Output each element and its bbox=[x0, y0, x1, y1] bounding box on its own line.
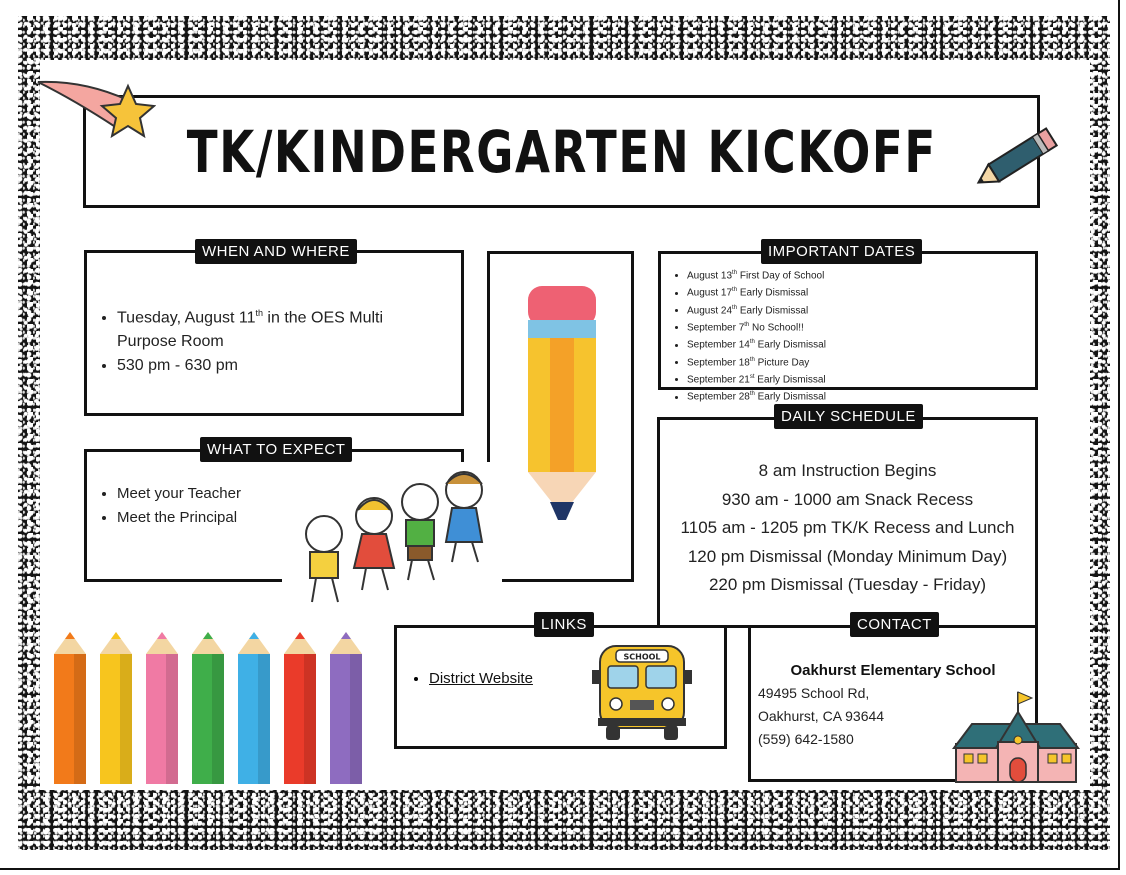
schedule-line: 120 pm Dismissal (Monday Minimum Day) bbox=[687, 546, 1008, 566]
important-dates-label: IMPORTANT DATES bbox=[761, 239, 922, 264]
colored-pencil bbox=[238, 632, 270, 784]
date-item: • August 24th Early Dismissal bbox=[687, 301, 1035, 318]
daily-schedule-label: DAILY SCHEDULE bbox=[774, 404, 923, 429]
pencil-icon bbox=[968, 126, 1068, 192]
links-label: LINKS bbox=[534, 612, 594, 637]
kids-icon bbox=[282, 462, 502, 610]
district-website-link[interactable]: District Website bbox=[429, 670, 533, 687]
colored-pencil bbox=[192, 632, 224, 784]
when-where-item: • 530 pm - 630 pm bbox=[117, 354, 447, 378]
page-title: TK/KINDERGARTEN KICKOFF bbox=[186, 117, 937, 186]
big-pencil-icon bbox=[520, 282, 604, 526]
phone-number: (559) 642-1580 bbox=[758, 731, 854, 747]
date-item: • September 14th Early Dismissal bbox=[687, 335, 1035, 352]
title-box bbox=[83, 95, 1040, 208]
school-name: Oakhurst Elementary School bbox=[790, 662, 996, 679]
schoolhouse-icon bbox=[952, 690, 1080, 786]
when-where-box bbox=[84, 250, 464, 416]
when-where-label: WHEN AND WHERE bbox=[195, 239, 357, 264]
schedule-line: 220 pm Dismissal (Tuesday - Friday) bbox=[708, 575, 987, 595]
colored-pencil bbox=[100, 632, 132, 784]
what-to-expect-label: WHAT TO EXPECT bbox=[200, 437, 352, 462]
colored-pencil bbox=[330, 632, 362, 784]
shooting-star-icon bbox=[36, 72, 156, 144]
date-item: • September 7th No School!! bbox=[687, 318, 1035, 335]
date-item: • September 21st Early Dismissal bbox=[687, 370, 1035, 387]
date-item: • August 17th Early Dismissal bbox=[687, 283, 1035, 300]
date-item: • September 18th Picture Day bbox=[687, 353, 1035, 370]
contact-label: CONTACT bbox=[850, 612, 939, 637]
daily-schedule-box bbox=[657, 417, 1038, 628]
colored-pencil bbox=[284, 632, 316, 784]
schedule-line: 8 am Instruction Begins bbox=[758, 461, 937, 480]
expect-item: • Meet the Principal bbox=[117, 506, 461, 530]
when-where-item: • Tuesday, August 11th in the OES Multi Purpose Room bbox=[117, 301, 447, 354]
address-line: 49495 School Rd, bbox=[758, 685, 870, 701]
bus-sign: SCHOOL bbox=[623, 652, 661, 662]
school-bus-icon bbox=[592, 640, 692, 744]
schedule-line: 930 am - 1000 am Snack Recess bbox=[721, 489, 974, 509]
colored-pencil bbox=[146, 632, 178, 784]
important-dates-box bbox=[658, 251, 1038, 403]
colored-pencils-icon bbox=[50, 630, 370, 790]
schedule-line: 1105 am - 1205 pm TK/K Recess and Lunch bbox=[680, 518, 1015, 538]
colored-pencil bbox=[54, 632, 86, 784]
date-item: • August 13th First Day of School bbox=[687, 266, 1035, 283]
date-item: • September 28th Early Dismissal bbox=[687, 387, 1035, 404]
expect-item: • Meet your Teacher bbox=[117, 482, 461, 506]
address-line: Oakhurst, CA 93644 bbox=[758, 708, 885, 724]
